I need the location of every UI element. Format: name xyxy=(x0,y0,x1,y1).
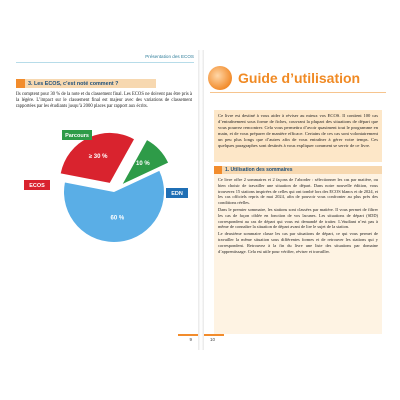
usage-box xyxy=(214,174,382,334)
usage-paragraph: Ce livre offre 2 sommaires et 2 façons de l’aborder : sélectionner les cas par matière, ou bien choisir de travailler une situation de départ. Dans notre nouvelle édition, vous trouverez 15 stations inspirées de celles qui ont tombé lors des ECOS blancs et de 2024, et les cas officiels repris de mai 2024, afin de pouvoir vous confronter au plus près des conditions réelles. xyxy=(218,177,378,206)
pie-chart-svg xyxy=(16,120,192,255)
intro-box xyxy=(214,110,382,162)
pie-value-label: 60 % xyxy=(110,215,125,222)
section-title: 1. Utilisation des sommaires xyxy=(225,167,293,173)
running-header: Présentation des ECOS xyxy=(145,54,194,59)
section-title: 3. Les ECOS, c’est noté comment ? xyxy=(28,80,119,87)
pie-slice-edn xyxy=(64,171,164,242)
body-paragraph: Ils comptent pour 30 % de la note et du classement final. Les ECOS ne doivent pas être pris à la légère. L’impact sur le classement final est majeur avec des variations de classement rapportées par les étudiants jusqu’à 2000 places par rapport aux écrits. xyxy=(16,92,192,110)
section-heading xyxy=(214,166,382,174)
page-number: 9 xyxy=(189,337,192,342)
pie-value-label: 10 % xyxy=(136,161,150,168)
legend-label: ECOS xyxy=(29,183,45,189)
guide-logo-icon xyxy=(208,66,232,90)
footer-accent xyxy=(178,334,198,336)
pie-chart xyxy=(16,120,192,255)
header-rule xyxy=(16,62,194,63)
section-marker xyxy=(16,79,25,88)
pie-value-label: ≥ 30 % xyxy=(88,154,108,161)
page-number: 10 xyxy=(210,337,216,342)
intro-paragraph: Ce livre est destiné à vous aider à réviser au mieux vos ECOS. Il contient 100 cas d’entraînement sous forme de fiches, couvrant la plupart des situations de départ que vous pourrez rencontrer. Cela vous permettra d’avoir quasiment tout le programme en main, et de vous préparer de manière efficace. Certains de ces cas sont volontairement un peu plus longs que d’autres afin de vous entraîner à gérer votre temps. Ces quelques paragraphes sont destinés à vous expliquer comment se servir de ce livre. xyxy=(218,113,378,149)
legend-label: EDN xyxy=(171,191,183,197)
page-title: Guide d’utilisation xyxy=(238,70,361,86)
legend-label: Parcours xyxy=(65,133,89,139)
title-rule xyxy=(210,92,386,93)
right-page xyxy=(204,50,392,350)
footer-accent xyxy=(204,334,224,336)
usage-paragraph: Le deuxième sommaire classe les cas par situations de départ, ce qui vous permet de travailler la même situation sous différentes formes et de retrouver les stations qui y correspondent. Retrouvez à la fin du livre une liste des situations par domaine d’apprentissage. Cela est utile pour vérifier, réviser et travailler. xyxy=(218,231,378,254)
section-marker xyxy=(214,166,222,174)
usage-paragraph: Dans le premier sommaire, les stations sont classées par matière. Il vous permet de filtrer les cas de façon ciblée en fonction de vos lacunes. Les situations de départ (SDD) correspondent au cas de départ qui vous est demandé de traiter. L’étudiant n’est pas à même de connaître la situation de départ avant de lire le sujet de la station. xyxy=(218,206,378,230)
left-page xyxy=(10,50,198,350)
section-heading xyxy=(16,79,156,88)
